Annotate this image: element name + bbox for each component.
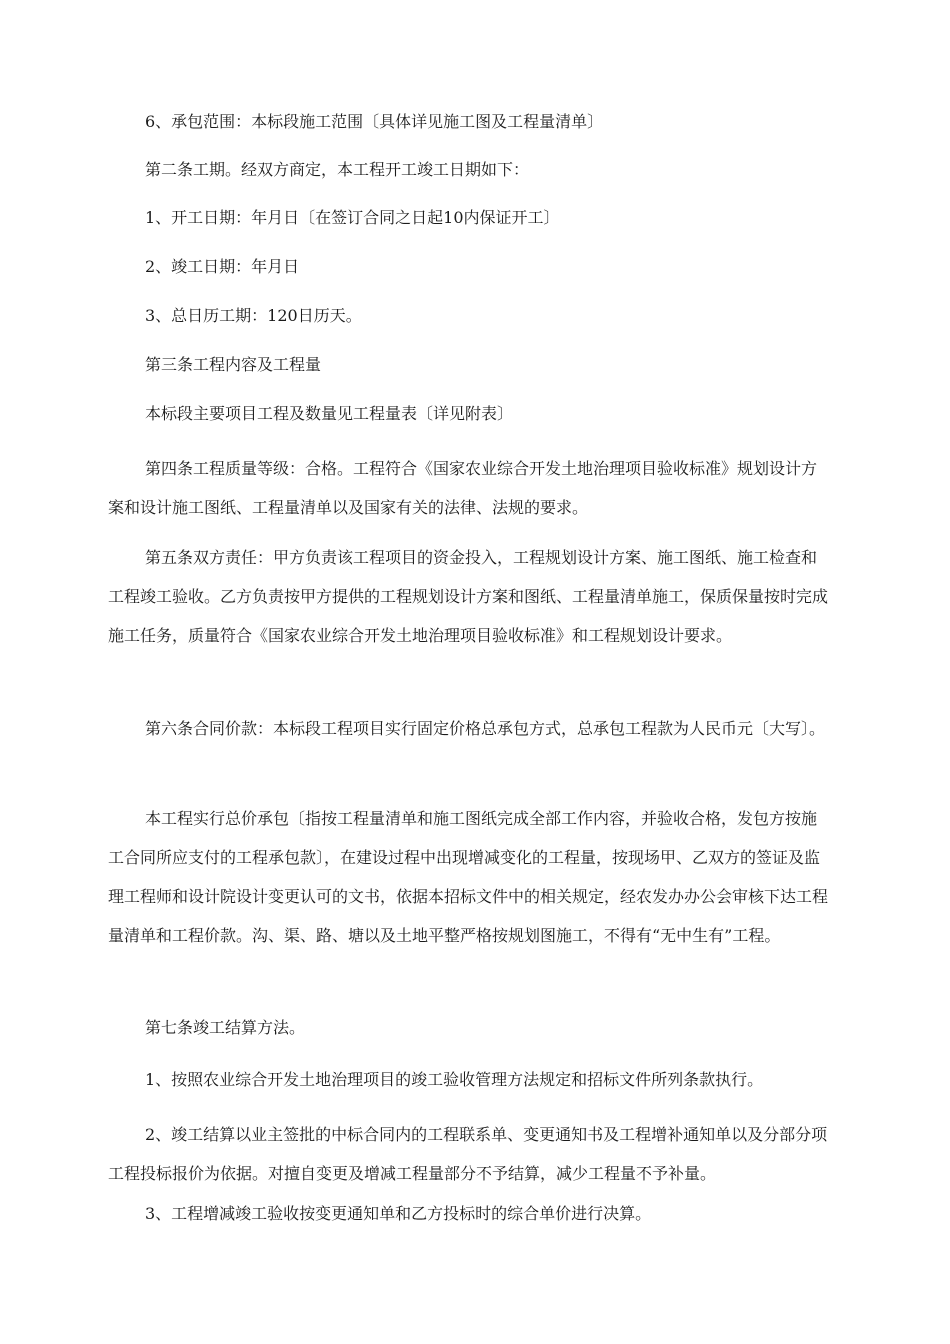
paragraph-start-date: 1、开工日期：年月日〔在签订合同之日起10内保证开工〕 [145,208,560,227]
paragraph-quantity-table: 本标段主要项目工程及数量见工程量表〔详见附表〕 [145,404,514,423]
paragraph-settlement-item-3: 3、工程增减竣工验收按变更通知单和乙方投标时的综合单价进行决算。 [145,1204,652,1223]
paragraph-total-price-contract: 本工程实行总价承包〔指按工程量清单和施工图纸完成全部工作内容，并验收合格，发包方按施工合同所应支付的工程承包款〕，在建设过程中出现增减变化的工程量，按现场甲、乙双方的签证及监理工程师和设计院设计变更认可的文书，依据本招标文件中的相关规定，经农发办办公会审核下达工程量清单和工程价款。沟、渠、路、塘以及土地平整严格按规划图施工，不得有“无中生有”工程。 [108,809,829,945]
paragraph-article-3-heading: 第三条工程内容及工程量 [145,355,322,374]
paragraph-article-7-settlement: 第七条竣工结算方法。 [145,1018,306,1037]
paragraph-completion-date: 2、竣工日期：年月日 [145,257,300,276]
paragraph-article-6-price: 第六条合同价款：本标段工程项目实行固定价格总承包方式，总承包工程款为人民币元〔大写〕。 [145,719,826,738]
paragraph-scope: 6、承包范围：本标段施工范围〔具体详见施工图及工程量清单〕 [145,112,604,131]
paragraph-settlement-item-2: 2、竣工结算以业主签批的中标合同内的工程联系单、变更通知书及工程增补通知单以及分部分项工程投标报价为依据。对擅自变更及增减工程量部分不予结算，减少工程量不予补量。 [108,1125,828,1183]
paragraph-total-duration: 3、总日历工期：120日历天。 [145,306,362,325]
paragraph-article-4-quality: 第四条工程质量等级：合格。工程符合《国家农业综合开发土地治理项目验收标准》规划设计方案和设计施工图纸、工程量清单以及国家有关的法律、法规的要求。 [108,459,818,517]
paragraph-article-5-responsibilities: 第五条双方责任：甲方负责该工程项目的资金投入，工程规划设计方案、施工图纸、施工检查和工程竣工验收。乙方负责按甲方提供的工程规划设计方案和图纸、工程量清单施工，保质保量按时完成施工任务，质量符合《国家农业综合开发土地治理项目验收标准》和工程规划设计要求。 [108,548,829,645]
paragraph-article-2-duration: 第二条工期。经双方商定，本工程开工竣工日期如下： [145,160,530,179]
paragraph-settlement-item-1: 1、按照农业综合开发土地治理项目的竣工验收管理方法规定和招标文件所列条款执行。 [145,1070,764,1089]
